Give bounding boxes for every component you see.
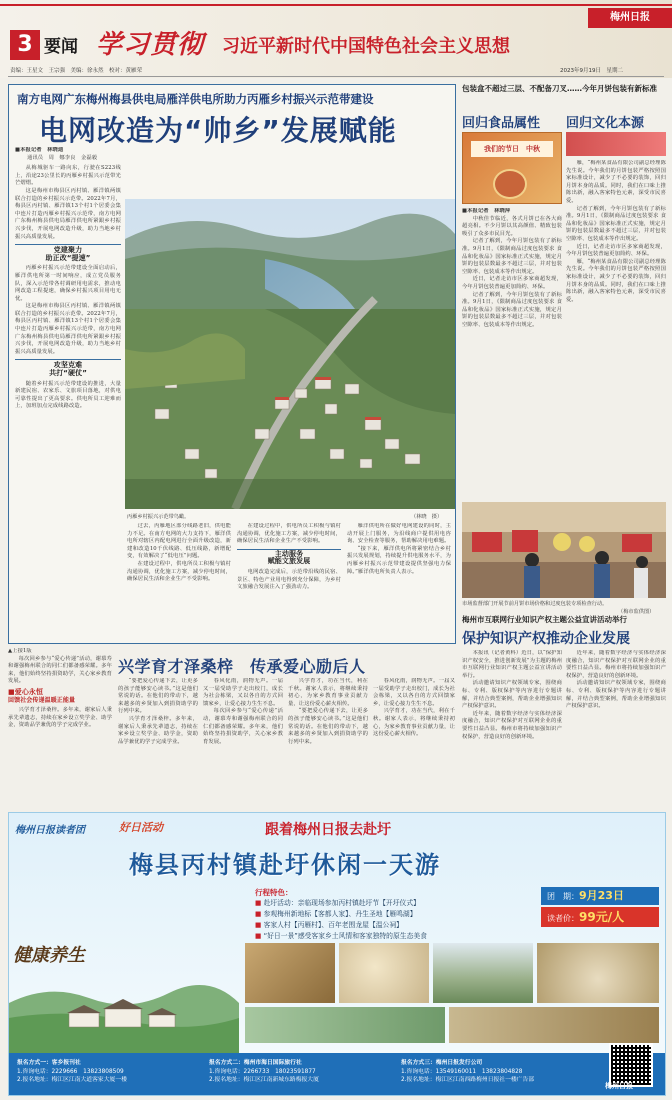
- mooncake-col2-text: 雁，“梅州某食品有限公司副总经理陈先生说。今年我们的月饼包装严格按照国家标准设计，减少了不必要的装饰，回归月饼本身的品质。同时，我们在口味上推陈出新，融入客家特色元素，深受市民喜爱。: [566, 160, 666, 204]
- col2-para-b: 在建设过程中，供电所员工积极与镇村沟通协调，优化施工方案，减少停电时间，确保居民生活和企业生产不受影响。: [127, 560, 231, 583]
- article-lede: 从梅城驱车一路向东，行驶在S223线上，沿途23公里长的丙雁乡村振兴示范带光芒熠熠。: [15, 165, 121, 187]
- ad-photo-6: [449, 1007, 659, 1043]
- col4-para-a: 雁洋供电所在做好电网建设的同时，主动开展上门服务，为沿线商户提供用电咨询、安全检查等服务，帮助解决用电难题。: [347, 523, 451, 545]
- ad-headline: 跟着梅州日报去赴圩: [265, 822, 391, 838]
- inspection-photo-image: [462, 502, 666, 598]
- itinerary-item: [255, 898, 535, 909]
- slogan-script: 学习贯彻: [96, 30, 205, 60]
- mooncake-head-left: 回归食品属性: [462, 116, 541, 131]
- itinerary-item-text: 赴圩活动：亲临现场参加丙村镇赴圩节【开圩仪式】: [263, 899, 420, 907]
- mooncake-box-label: 我们的节日 中秋: [471, 141, 553, 157]
- ip-p2b: 近年来，随着数字经济与实体经济深度融合，知识产权保护对互联网企业的重要性日益凸显。梅州市将持续加强知识产权保护，营造良好的创新环境。: [462, 710, 562, 740]
- ip-title: 保护知识产权推动企业发展: [462, 631, 630, 647]
- edu-subhead-a: ■爱心永恒: [8, 687, 44, 696]
- brand-text: 梅州日报: [610, 12, 650, 23]
- contact-addr: 2.报名地址：梅江区江南新城东路梅报大厦: [209, 1077, 319, 1083]
- byline-2: 通讯员 周 娜李良 金磊毅: [27, 154, 98, 161]
- itinerary-item-text: 客家人村【丙雁村】、百年老围龙屋【温公祠】: [263, 921, 403, 929]
- edu-col2-p2: 兴学育才泽桑梓。多年来，谢家后人秉承先辈遗志，持续在家乡设立奖学金、助学金，资助品学兼优的学子完成学业。: [118, 715, 198, 745]
- ip-article: [462, 614, 666, 806]
- section-label: 要闻: [44, 37, 78, 57]
- edu-col5-p2: 兴学育才，功在当代，利在千秋。谢家人表示，将继续秉持初心，为家乡教育事业贡献力量，让这份爱心薪火相传。: [373, 708, 455, 738]
- ad-photo-4: [537, 943, 659, 1003]
- subhead-2: [15, 359, 121, 377]
- contact-name: 报名方式二：梅州市海日国际旅行社: [209, 1060, 302, 1066]
- article-para-2-extra: 这是梅州市梅县区丙村镇、雁洋镇两镇联合打造的乡村振兴示范带。2022年7月，梅县区丙村镇、雁洋镇13个村1个居委会集中连片打造丙雁乡村振兴示范带，南方电网广东梅州梅县供电局雁洋供电所紧跟乡村振兴步伐，开展电网改造升级，助力当地乡村振兴高质量发展。: [15, 303, 121, 355]
- ad-village-svg: [9, 963, 239, 1053]
- subhead-3-a: 主动服务: [274, 549, 304, 558]
- byline-1: ■本报记者 林晓迪: [15, 147, 64, 153]
- subhead-2-b: 共打“硬仗”: [49, 369, 87, 378]
- tour-price-label: 读者价：: [547, 914, 579, 923]
- subhead-3: [237, 549, 341, 566]
- edu-subhead: [8, 689, 112, 704]
- bullet-icon: ■: [255, 899, 262, 907]
- mooncake-p2: 记者了解到，今年月饼包装有了新标准。9月1日，《限制商品过度包装要求 食品和化妆品》国家标准正式实施，规定月饼的包装层数最多不超过三层，并对包装空隙率、包装成本等作出规定。: [462, 238, 562, 275]
- ip-col-1: [462, 650, 562, 804]
- edu-col3-p: 春风化雨，润物无声。一届又一届受助学子走出校门，成长为社会栋梁，又以各自的方式回馈家乡，让爱心接力生生不息。: [203, 678, 283, 707]
- ip-p3: 近年来，随着数字经济与实体经济深度融合，知识产权保护对互联网企业的重要性日益凸显。梅州市将持续加强知识产权保护，营造良好的创新环境。: [566, 650, 666, 679]
- mooncake-p1: 中秋佳节临近，各式月饼已在各大商超亮相。不少月饼以其高颜值、精致包装吸引了众多市民目光。: [462, 215, 562, 237]
- article-col-1: [15, 147, 121, 639]
- mooncake-col-1: [462, 208, 562, 498]
- edu-col3-p2: 每次回乡参与“爱心传递”活动，谢慕寿和谢强梅州联合的同仁们都备感荣耀。多年来，他们始终坚持捐资助学，关心家乡教育发展。: [203, 708, 283, 745]
- ad-village-image: [9, 963, 239, 1053]
- contact-name: 报名方式三：梅州日报发行公司: [401, 1060, 483, 1066]
- edu-col-1: [8, 648, 112, 806]
- ad-calligraphy: 健康养生: [13, 945, 85, 966]
- bullet-icon: ■: [255, 921, 262, 929]
- ip-kicker: 梅州市互联网行业知识产权主题公益宣讲活动举行: [462, 615, 627, 624]
- mooncake-col2-more2: 近日，记者走访市区多家商超发现，今年月饼包装普遍更加简约、环保。: [566, 243, 666, 258]
- article-kicker: 南方电网广东梅州梅县供电局雁洋供电所助力丙雁乡村振兴示范带建设: [17, 92, 374, 106]
- mooncake-packaging-photo: [462, 132, 562, 204]
- contact-addr: 2.报名地址：梅江区江南大道客家大厦一楼: [17, 1077, 127, 1083]
- edu-col4-p: 兴学育才，功在当代，利在千秋。谢家人表示，将继续秉持初心，为家乡教育事业贡献力量，让这份爱心薪火相传。: [288, 678, 368, 707]
- article-col-3: [237, 523, 341, 639]
- col3-para-a: 在建设过程中，供电所员工积极与镇村沟通协调，优化施工方案，减少停电时间，确保居民生活和企业生产不受影响。: [237, 523, 341, 545]
- inspection-credit: （梅市监供图）: [618, 609, 655, 615]
- col4-para-b: “接下来，雁洋供电所将紧密结合乡村振兴发展规划，持续提升供电服务水平，为丙雁乡村振兴示范带建设提供坚强电力保障。”雁洋供电所负责人表示。: [347, 545, 451, 575]
- date-line: 2023年9月19日 星期二: [560, 68, 623, 74]
- ad-title: 梅县丙村镇赴圩休闲一天游: [129, 851, 441, 879]
- edu-title: 兴学育才泽桑梓 传承爱心励后人: [118, 657, 366, 676]
- itinerary: [255, 887, 535, 942]
- masthead-rule: [8, 76, 664, 77]
- ad-tag-logo: 好日活动: [119, 821, 163, 834]
- subhead-2-a: 攻坚克难: [53, 361, 83, 370]
- itinerary-item: [255, 931, 535, 942]
- edu-col2-p: “要把爱心传递下去，让更多的孩子能够安心读书。”这是他们常说的话。在他们的带动下，越来越多的乡贤加入到捐资助学的行列中来。: [118, 678, 198, 715]
- mooncake-byline: ■本报记者 林晓萍: [462, 208, 511, 214]
- aerial-photo-image: [125, 199, 455, 509]
- itinerary-title: 行程特色：: [255, 888, 293, 897]
- page-number-box: 3: [10, 30, 40, 60]
- subhead-1-a: 党建聚力: [53, 246, 83, 255]
- inspection-caption: 市场监督部门开展节前月饼市场价格和过度包装专项检查行动。: [462, 601, 608, 607]
- edu-subhead-b: 回馈社会传递温暖正能量: [8, 696, 76, 704]
- mooncake-packaging-photo-2: [566, 132, 666, 156]
- photo-caption: 丙雁乡村振兴示范带鸟瞰。: [127, 514, 190, 520]
- contact-name: 报名方式一：客乡报刊社: [17, 1060, 81, 1066]
- masthead-red-band: [0, 4, 672, 6]
- edu-jump-marker: ▲上接1版: [8, 648, 32, 654]
- editors-line: 责编：王星文 王宗强 美编：徐永然 校对：黄雁荣: [10, 68, 143, 74]
- contact-phone: 1.咨询电话：2266733 18023591877: [209, 1068, 316, 1075]
- mooncake-col-2: [566, 160, 666, 498]
- slogan: 习近平新时代中国特色社会主义思想: [222, 36, 510, 57]
- lead-article: [8, 84, 456, 644]
- itinerary-item-text: “好日一景”感受客家乡土风情和客家独特的原生态美食: [263, 932, 427, 940]
- photo-credit: （林晓 摄）: [411, 514, 443, 520]
- article-title: 电网改造为“帅乡”发展赋能: [39, 114, 397, 147]
- subhead-1: [15, 244, 121, 262]
- col2-para-a: 过去，丙雁地区部分线路老旧，供电能力不足。在南方电网的大力支持下，雁洋供电所对辖区内配电网进行全面升级改造，新建和改造10千伏线路、低压线路，新增配变，有效解决了“低电压”问题。: [127, 523, 231, 560]
- tour-price-box: [541, 907, 659, 927]
- mooncake-intro: 包装盒不超过三层、不配备刀叉……今年月饼包装有新标准: [462, 84, 657, 93]
- masthead: [0, 0, 672, 78]
- mooncake-col2-more: 记者了解到，今年月饼包装有了新标准。9月1日，《限制商品过度包装要求 食品和化妆品》国家标准正式实施，规定月饼的包装层数最多不超过三层，并对包装空隙率、包装成本等作出规定。: [566, 205, 666, 242]
- contact-block-3: [401, 1059, 597, 1085]
- brand-logo: [588, 8, 672, 28]
- education-article: [8, 648, 456, 808]
- mooncake-p3: 近日，记者走访市区多家商超发现，今年月饼包装普遍更加简约、环保。: [462, 276, 562, 290]
- ad-photo-strip: [245, 943, 659, 1043]
- ad-photo-2: [339, 943, 429, 1003]
- tour-price-value: 99元/人: [579, 910, 625, 924]
- aerial-photo: [125, 199, 455, 509]
- ad-photo-3: [433, 943, 533, 1003]
- edu-p1: 每次回乡参与“爱心传递”活动，谢慕寿和谢强梅州联合的同仁们都备感荣耀。多年来，他们始终坚持捐资助学，关心家乡教育发展。: [8, 655, 112, 685]
- edu-col-5: [373, 678, 455, 806]
- edu-col-4: [288, 678, 368, 806]
- subhead-1-b: 助正改“提速”: [45, 253, 91, 262]
- itinerary-item: [255, 909, 535, 920]
- contact-addr: 2.报名地址：梅江区江南西路梅州日报社一楼广告部: [401, 1077, 535, 1083]
- tour-date-box: [541, 887, 659, 905]
- itinerary-item: [255, 920, 535, 931]
- tour-date-value: 9月23日: [579, 889, 624, 902]
- contact-block-1: [17, 1059, 197, 1085]
- edu-col-2: [118, 678, 198, 806]
- ip-p1: 本报讯（记者黄科）近日，以“保护知识产权安全，推进创新发展”为主题的梅州市互联网行业知识产权主题公益宣讲活动举行。: [462, 650, 562, 679]
- edu-col5-p: 春风化雨，润物无声。一届又一届受助学子走出校门，成长为社会栋梁，又以各自的方式回馈家乡，让爱心接力生生不息。: [373, 678, 455, 707]
- article-col-2: [127, 523, 231, 639]
- mooncake-col2-more3: 雁，“梅州某食品有限公司副总经理陈先生说。今年我们的月饼包装严格按照国家标准设计，减少了不必要的装饰，回归月饼本身的品质。同时，我们在口味上推陈出新，融入客家特色元素，深受市民喜爱。: [566, 258, 666, 303]
- ad-photo-1: [245, 943, 335, 1003]
- edu-p2: 兴学育才泽桑梓。多年来，谢家后人秉承先辈遗志，持续在家乡设立奖学金、助学金，资助品学兼优的学子完成学业。: [8, 707, 112, 729]
- mooncake-p1-cont: 记者了解到，今年月饼包装有了新标准。9月1日，《限制商品过度包装要求 食品和化妆品》国家标准正式实施，规定月饼的包装层数最多不超过三层，并对包装空隙率、包装成本等作出规定。: [462, 291, 562, 328]
- ip-p3b: 活动邀请知识产权领域专家，围绕商标、专利、版权保护等内容进行专题讲解，并结合典型案例，帮助企业增强知识产权保护意识。: [566, 680, 666, 710]
- edu-col4-p2: “要把爱心传递下去，让更多的孩子能够安心读书。”这是他们常说的话。在他们的带动下，越来越多的乡贤加入到捐资助学的行列中来。: [288, 708, 368, 745]
- mooncake-head-right: 回归文化本源: [566, 116, 645, 131]
- ip-col-2: [566, 650, 666, 804]
- contact-phone: 1.咨询电话：2229666 13823808509: [17, 1068, 124, 1075]
- subhead-3-b: 赋能文旅发展: [267, 557, 311, 566]
- bullet-icon: ■: [255, 910, 262, 918]
- article-para-2: 丙雁乡村振兴示范带建设全面启动后，雁洋供电所第一时间响应，成立党员服务队，深入示范带各村调研用电需求，推动电网改造工程提速，确保乡村振兴项目用电无忧。: [15, 265, 121, 302]
- ad-photo-5: [245, 1007, 445, 1043]
- mooncake-circle: [493, 169, 527, 199]
- tour-date-label: 团 期：: [547, 892, 579, 901]
- tour-ad: [8, 812, 666, 1096]
- ad-contacts: [9, 1053, 666, 1096]
- mooncake-article: [462, 84, 666, 615]
- ad-tag-left: 梅州日报读者团: [15, 825, 85, 836]
- article-para-1: 这是梅州市梅县区丙村镇、雁洋镇两镇联合打造的乡村振兴示范带。2022年7月，梅县区丙村镇、雁洋镇13个村1个居委会集中连片打造丙雁乡村振兴示范带，南方电网广东梅州梅县供电局雁洋供电所紧跟乡村振兴步伐，开展电网改造升级，助力当地乡村振兴高质量发展。: [15, 187, 121, 240]
- footer-brand: 梅州日报: [605, 1081, 633, 1090]
- contact-phone: 1.咨询电话：13549160011 13823804828: [401, 1068, 523, 1075]
- edu-col-3: [203, 678, 283, 806]
- bullet-icon: ■: [255, 932, 262, 940]
- contact-block-2: [209, 1059, 389, 1085]
- inspection-photo: [462, 502, 666, 598]
- article-col-4: [347, 523, 451, 639]
- article-para-3: 随着乡村振兴示范带建设的推进，大量新建民宿、农家乐、文旅项目落地，对供电可靠性提出了更高要求。供电所员工迎难而上，加班加点完成线路改造。: [15, 380, 121, 410]
- ip-p2: 活动邀请知识产权领域专家，围绕商标、专利、版权保护等内容进行专题讲解，并结合典型案例，帮助企业增强知识产权保护意识。: [462, 680, 562, 710]
- col3-para-b: 电网改造完成后，示范带沿线的民宿、景区、特色产业用电得到充分保障，为乡村文旅融合发展注入了强劲动力。: [237, 568, 341, 591]
- itinerary-item-text: 参观梅州新地标【客都人家】、丹生圣地【雁鸣湖】: [263, 910, 417, 918]
